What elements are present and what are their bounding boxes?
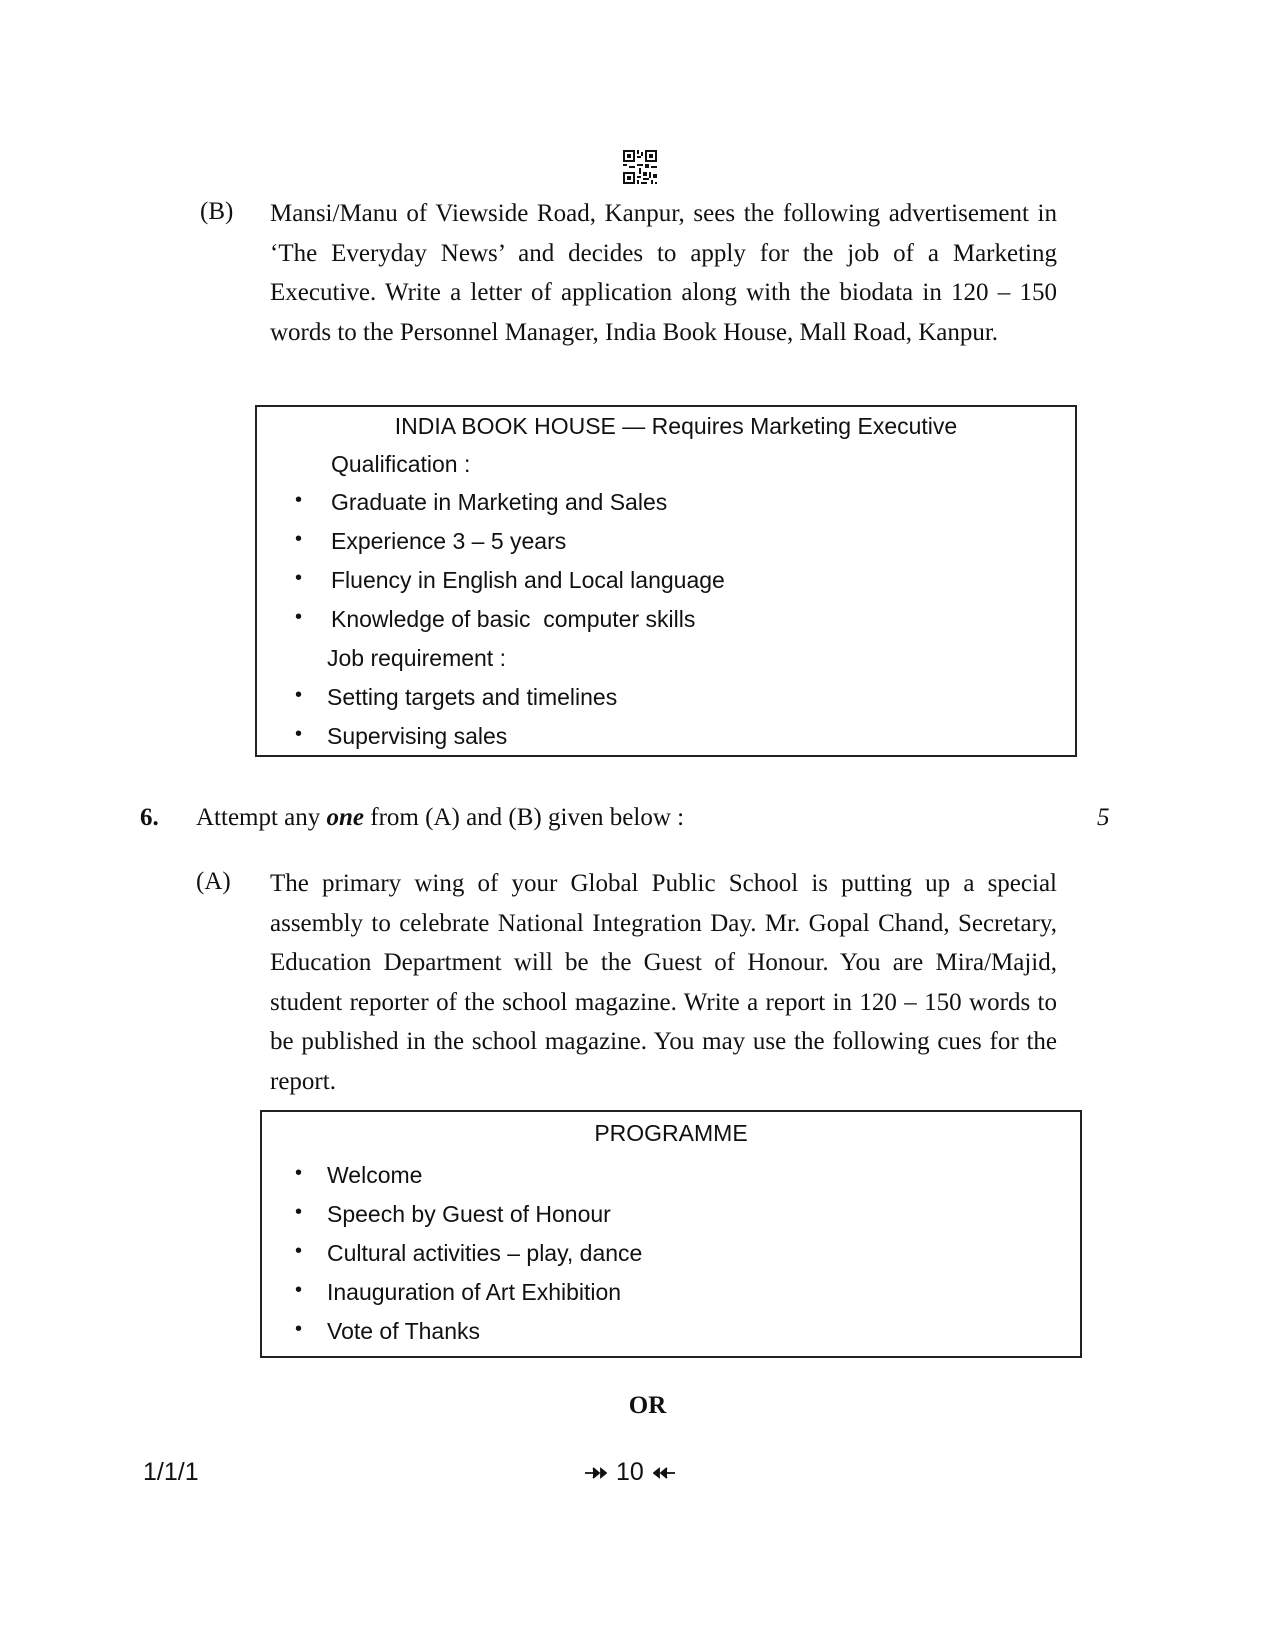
list-item: • Supervising sales xyxy=(295,723,508,749)
advertisement-box xyxy=(255,405,1077,757)
bullet-icon: • xyxy=(295,528,303,550)
question-6-marks: 5 xyxy=(1097,804,1110,831)
bullet-icon: • xyxy=(295,606,303,628)
bullet-icon: • xyxy=(295,1201,303,1223)
programme-box xyxy=(260,1110,1082,1358)
question-6a-text: The primary wing of your Global Public School is putting up a special assembly to celebrate National Integration Day. Mr. Gopal Chand, Secretary, Education Department will be the Guest of Honour. You are Mira/Majid, student reporter of the school magazine. Write a report in 120 – 150 words to be published in the school magazine. You may use the following cues for the report. xyxy=(270,870,1057,1095)
question-5b-text: Mansi/Manu of Viewside Road, Kanpur, sees the following advertisement in ‘The Everyday News’ and decides to apply for the job of a Marketing Executive. Write a letter of application along with the biodata in 120 – 150 words to the Personnel Manager, India Book House, Mall Road, Kanpur. xyxy=(270,200,1057,346)
list-item: • Inauguration of Art Exhibition xyxy=(295,1279,622,1305)
advertisement-title: INDIA BOOK HOUSE — Requires Marketing Executive xyxy=(394,413,958,439)
bullet-icon: • xyxy=(295,489,303,511)
bullet-icon: • xyxy=(295,1318,303,1340)
qr-code-icon xyxy=(623,150,657,184)
bullet-icon: • xyxy=(295,567,303,589)
bullet-icon: • xyxy=(295,1279,303,1301)
ornament-left-icon xyxy=(585,1465,607,1481)
qualification-heading: Qualification : xyxy=(331,451,471,477)
page-number: 10 xyxy=(585,1458,675,1487)
list-item: • Knowledge of basic computer skills xyxy=(295,606,696,632)
question-5b-label: (B) xyxy=(200,198,234,225)
question-6a-label: (A) xyxy=(196,868,231,895)
paper-code: 1/1/1 xyxy=(143,1458,199,1486)
bullet-icon: • xyxy=(295,1240,303,1262)
job-requirement-heading: Job requirement : xyxy=(327,645,506,671)
or-separator: OR xyxy=(628,1392,667,1419)
list-item: • Vote of Thanks xyxy=(295,1318,481,1344)
question-6-number: 6. xyxy=(140,804,159,831)
ornament-right-icon xyxy=(653,1465,675,1481)
list-item: • Welcome xyxy=(295,1162,423,1188)
bullet-icon: • xyxy=(295,1162,303,1184)
question-6-prompt: Attempt any one from (A) and (B) given below : xyxy=(196,804,685,831)
programme-title: PROGRAMME xyxy=(594,1120,748,1146)
list-item: • Cultural activities – play, dance xyxy=(295,1240,643,1266)
list-item: • Graduate in Marketing and Sales xyxy=(295,489,668,515)
bullet-icon: • xyxy=(295,723,303,745)
list-item: • Experience 3 – 5 years xyxy=(295,528,567,554)
bullet-icon: • xyxy=(295,684,303,706)
list-item: • Speech by Guest of Honour xyxy=(295,1201,611,1227)
list-item: • Setting targets and timelines xyxy=(295,684,618,710)
list-item: • Fluency in English and Local language xyxy=(295,567,725,593)
